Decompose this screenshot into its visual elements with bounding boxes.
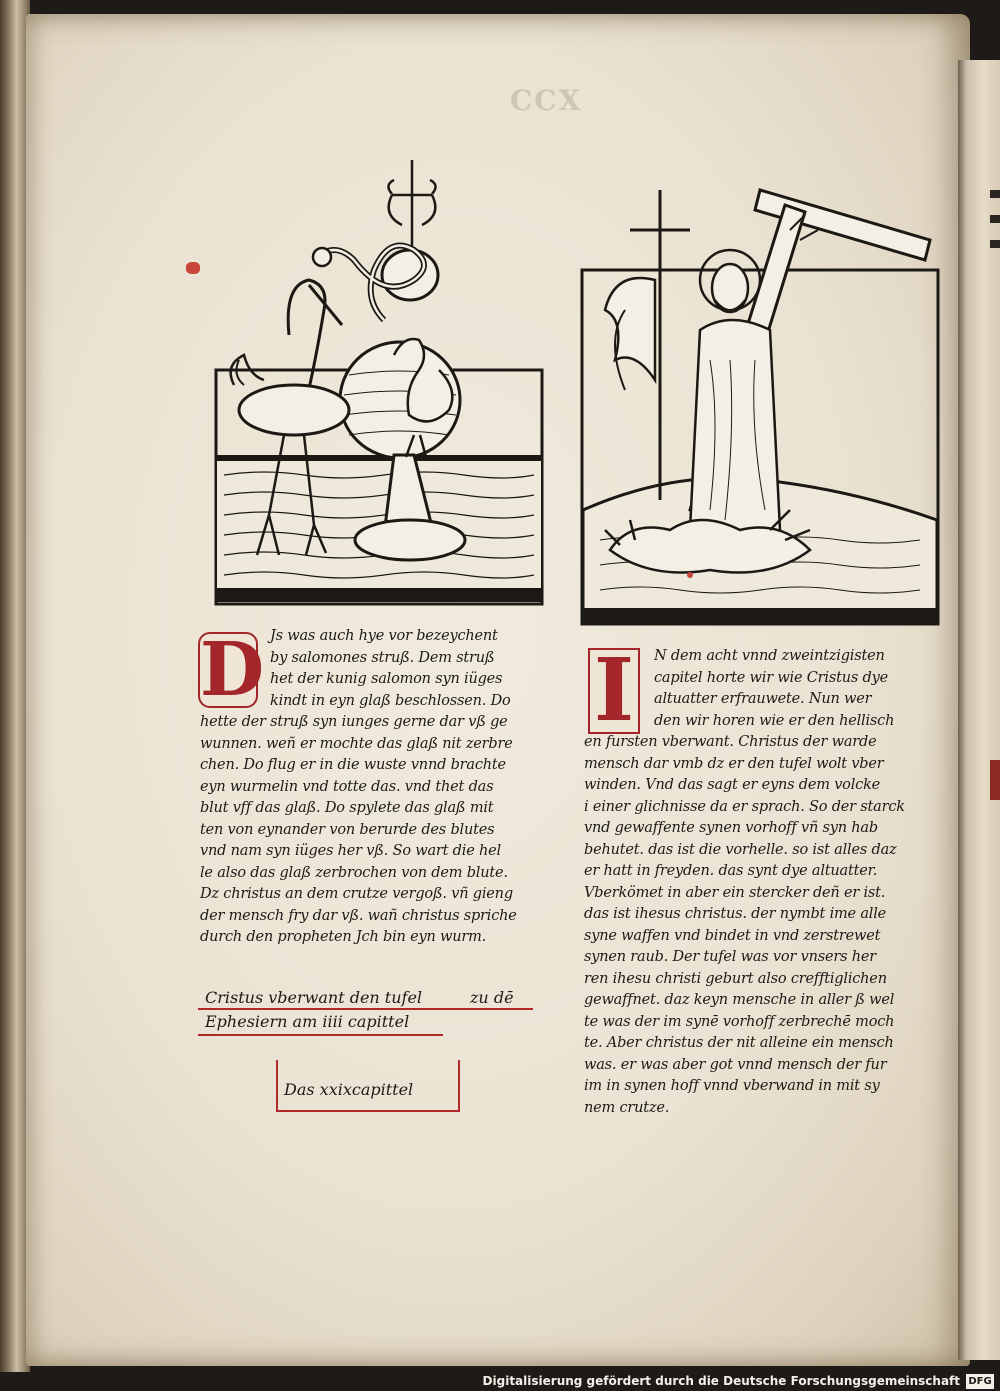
text-line: N dem acht vnnd zweintzigisten [654, 648, 885, 664]
text-line: i einer glichnisse da er sprach. So der starck [584, 798, 905, 815]
facing-page-initial-fragment [990, 760, 1000, 800]
rubric-heading-1: Cristus vberwant den tufel [205, 988, 423, 1007]
woodcut-ostrich-glass [214, 155, 544, 606]
text-line: le also das glaß zerbrochen von dem blute. [200, 864, 508, 881]
text-line: altuatter erfrauwete. Nun wer [654, 691, 872, 707]
text-line: Js was auch hye vor bezeychent [270, 628, 498, 644]
text-line: wunnen. weñ er mochte das glaß nit zerbre [200, 735, 513, 752]
running-head: CCX [510, 84, 583, 117]
facing-page-text-fragment [990, 215, 1000, 223]
text-line: er hatt in freyden. das synt dye altuatter. [584, 863, 878, 879]
chapter-heading: Das xxixcapittel [284, 1080, 414, 1099]
text-line: ren ihesu christi geburt also crefftiglichen [584, 970, 887, 987]
text-line: Vberkömet in aber ein stercker deñ er ist. [584, 884, 886, 901]
rubric-underline-2 [198, 1034, 443, 1036]
text-line: gewaffnet. daz keyn mensche in aller ß wel [584, 992, 895, 1008]
text-line: der mensch fry dar vß. wañ christus spriche [200, 907, 517, 924]
rubric-heading-1b: zu dē [470, 988, 514, 1007]
drop-cap-right: I [588, 648, 640, 734]
text-line: behutet. das ist die vorhelle. so ist alles daz [584, 841, 897, 858]
text-line: hette der struß syn iunges gerne dar vß ge [200, 714, 508, 730]
text-line: syne waffen vnd bindet in vnd zerstrewet [584, 927, 881, 944]
left-text-column [200, 626, 530, 949]
text-line: ten von eynander von berurde des blutes [200, 821, 495, 838]
text-line: durch den propheten Jch bin eyn wurm. [200, 929, 487, 945]
text-line: Dz christus an dem crutze vergoß. vñ gieng [200, 886, 513, 902]
text-line: winden. Vnd das sagt er eyns dem volcke [584, 777, 881, 793]
text-line: het der kunig salomon syn iüges [270, 671, 503, 687]
facing-page-edge [958, 60, 1000, 1360]
text-line: den wir horen wie er den hellisch [654, 712, 895, 729]
text-line: im in synen hoff vnnd vberwand in mit sy [584, 1078, 880, 1094]
rubric-underline-1 [198, 1008, 533, 1010]
red-ink-mark [186, 262, 200, 274]
text-line: vnd gewaffente synen vorhoff vñ syn hab [584, 820, 878, 836]
text-line: eyn wurmelin vnd totte das. vnd thet das [200, 778, 494, 795]
text-line: synen raub. Der tufel was vor vnsers her [584, 949, 876, 965]
text-line: te. Aber christus der nit alleine ein mensch [584, 1035, 894, 1051]
woodcut-christ-harrowing [580, 180, 940, 626]
digitization-credit: Digitalisierung gefördert durch die Deutsche Forschungsgemeinschaft [482, 1374, 960, 1388]
rubric-heading-2: Ephesiern am iiii capittel [205, 1012, 410, 1031]
text-line: te was der im synē vorhoff zerbrechē moch [584, 1013, 895, 1030]
right-text-column [584, 646, 914, 1119]
facing-page-text-fragment [990, 190, 1000, 198]
text-line: capitel horte wir wie Cristus dye [654, 669, 888, 686]
text-line: kindt in eyn glaß beschlossen. Do [270, 692, 511, 709]
dfg-logo: DFG [966, 1374, 994, 1389]
text-line: chen. Do flug er in die wuste vnnd brachte [200, 757, 506, 773]
text-line: en fursten vberwant. Christus der warde [584, 734, 877, 750]
woodcut-christ-illustration [580, 180, 940, 626]
text-line: blut vff das glaß. Do spylete das glaß mit [200, 800, 494, 816]
text-line: vnd nam syn iüges her vß. So wart die hel [200, 843, 501, 859]
text-line: mensch dar vmb dz er den tufel wolt vber [584, 755, 884, 772]
text-line: by salomones struß. Dem struß [270, 649, 495, 666]
drop-cap-left: D [200, 627, 265, 713]
text-line: nem crutze. [584, 1099, 670, 1116]
text-line: das ist ihesus christus. der nymbt ime alle [584, 906, 887, 922]
facing-page-text-fragment [990, 240, 1000, 248]
text-line: was. er was aber got vnnd mensch der fur [584, 1056, 887, 1073]
woodcut-ostrich-illustration [214, 155, 544, 606]
